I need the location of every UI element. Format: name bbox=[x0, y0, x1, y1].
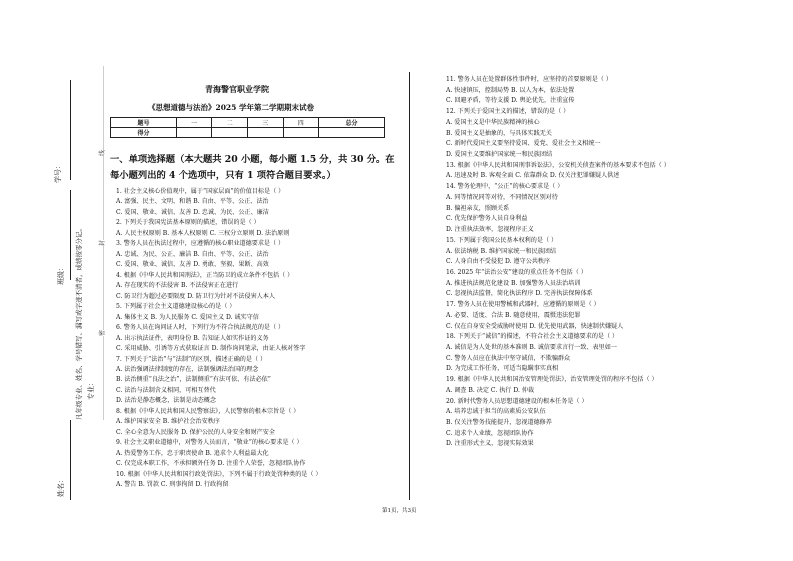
name-label: 姓名： bbox=[57, 476, 65, 497]
question-line: C. 防卫行为超过必要限度 D. 防卫行为针对不法侵害人本人 bbox=[116, 292, 275, 300]
question-line: A. 诚信是为人处世的基本准则 B. 诚信要求言行一致、表里如一 bbox=[446, 344, 617, 351]
question-line: 5. 下列属于社会主义道德建设核心的是（ ） bbox=[116, 303, 236, 311]
score-header-cell: 题号 bbox=[111, 118, 177, 128]
question-line: 6. 警务人员在询问证人时，下列行为不符合执法规范的是（ ） bbox=[116, 324, 285, 332]
question-line: C. 新时代爱国主义要坚持爱国、爱党、爱社会主义相统一 bbox=[446, 140, 601, 148]
question-line: A. 依法纳税 B. 维护国家统一和民族团结 bbox=[446, 247, 556, 255]
question-line: D. 法治是静态概念，法制是动态概念 bbox=[116, 397, 216, 405]
score-cell[interactable] bbox=[319, 128, 385, 138]
question-line: A. 存在现实的不法侵害 B. 不法侵害正在进行 bbox=[116, 282, 239, 290]
student-id-label: 学号： bbox=[54, 162, 62, 183]
major-label: 专业： bbox=[87, 379, 95, 400]
score-header-cell: 四 bbox=[283, 118, 319, 128]
question-line: A. 热爱警务工作，忠于职责使命 B. 追求个人利益最大化 bbox=[116, 449, 269, 457]
question-line: A. 集体主义 B. 为人民服务 C. 爱国主义 D. 诚实守信 bbox=[116, 313, 259, 321]
question-line: 7. 下列关于“法治”与“法制”的区别，描述正确的是（ ） bbox=[116, 355, 267, 363]
question-line: C. 仅在自身安全受威胁时使用 D. 优先使用武器，快速制伏嫌疑人 bbox=[446, 322, 624, 330]
column-divider bbox=[409, 72, 410, 500]
question-line: 11. 警务人员在处置群体性事件时，应坚持的首要原则是（ ） bbox=[446, 76, 612, 83]
question-line: C. 优先保护警务人员自身利益 bbox=[446, 215, 528, 223]
question-line: 8. 根据《中华人民共和国人民警察法》，人民警察的根本宗旨是（ ） bbox=[116, 407, 300, 415]
question-line: A. 法治强调法律制度的存在，法制强调法治国的理念 bbox=[116, 365, 259, 373]
question-line: A. 忠诚、为民、公正、廉洁 B. 自由、平等、公正、法治 bbox=[116, 250, 269, 258]
question-line: C. 警务人员应在执法中坚守诚信，不欺骗群众 bbox=[446, 354, 571, 362]
score-cell[interactable] bbox=[176, 128, 212, 138]
question-line: 16. 2025 年“法治公安”建设的重点任务不包括（ ） bbox=[446, 268, 587, 276]
question-line: B. 法治侧重“良法之治”，法制侧重“有法可依、有法必依” bbox=[116, 376, 271, 384]
question-line: 13. 根据《中华人民共和国刑事诉讼法》，公安机关侦查案件的基本要求不包括（ ） bbox=[446, 161, 670, 169]
score-header-cell: 二 bbox=[212, 118, 248, 128]
question-line: A. 调查 B. 决定 C. 执行 D. 仲裁 bbox=[446, 386, 535, 394]
score-table bbox=[110, 117, 385, 138]
question-line: B. 偏袒亲友，照顾关系 bbox=[446, 204, 510, 212]
question-line: C. 仅完成本职工作，不承担额外任务 D. 注重个人荣誉，忽视团队协作 bbox=[116, 460, 306, 468]
margin-instruction: 凡年级专业、姓名、学号错写、漏写或字迹不清者，成绩按零分记。 bbox=[75, 225, 83, 420]
question-line: A. 同等情况同等对待，不同情况区别对待 bbox=[446, 193, 558, 201]
score-header-cell: 三 bbox=[247, 118, 283, 128]
question-line: A. 警告 B. 罚款 C. 刑事拘留 D. 行政拘留 bbox=[116, 481, 229, 489]
score-header-cell: 一 bbox=[176, 118, 212, 128]
question-line: 18. 下列关于“诚信”的描述，不符合社会主义道德要求的是（ ） bbox=[446, 333, 619, 341]
question-line: C. 采用威胁、引诱等方式获取证言 D. 制作询问笔录，由证人核对签字 bbox=[116, 345, 306, 353]
score-row-label: 得分 bbox=[111, 128, 177, 138]
class-label: 班级： bbox=[57, 264, 65, 285]
question-line: 1. 社会主义核心价值观中，属于“国家层面”的价值目标是（ ） bbox=[116, 188, 285, 195]
exam-title: 《思想道德与法治》2025 学年第二学期期末试卷 bbox=[148, 103, 314, 112]
question-line: 3. 警务人员在执法过程中，应遵循的核心职业道德要求是（ ） bbox=[116, 240, 285, 248]
question-line: D. 注重形式主义，忽视实际效果 bbox=[446, 440, 534, 448]
question-line: C. 爱国、敬业、诚信、友善 D. 忠诚、为民、公正、廉洁 bbox=[116, 208, 269, 216]
question-line: 20. 新时代警务人员思想道德建设的根本任务是（ ） bbox=[446, 397, 588, 405]
score-header-cell: 总分 bbox=[319, 118, 385, 128]
question-line: 14. 警务伦理中，“公正”的核心要求是（ ） bbox=[446, 183, 564, 191]
question-line: 17. 警务人员在使用警械和武器时，应遵循的原则是（ ） bbox=[446, 301, 600, 309]
question-line: A. 爱国主义是中华民族精神的核心 bbox=[446, 118, 540, 126]
question-line: A. 富强、民主、文明、和谐 B. 自由、平等、公正、法治 bbox=[116, 198, 269, 206]
question-line: 9. 社会主义职业道德中，对警务人员而言，“敬业”的核心要求是（ ） bbox=[116, 439, 303, 447]
question-line: C. 忽视执法监督，简化执法程序 D. 完善执法保障体系 bbox=[446, 290, 593, 298]
question-line: C. 回避矛盾，等待支援 D. 舆论优先，注重宣传 bbox=[446, 97, 575, 105]
question-line: C. 人身自由不受侵犯 D. 遵守公共秩序 bbox=[446, 258, 551, 266]
question-line: A. 推进执法规范化建设 B. 加强警务人员法治培训 bbox=[446, 279, 581, 287]
score-cell[interactable] bbox=[283, 128, 319, 138]
score-cell[interactable] bbox=[212, 128, 248, 138]
question-line: A. 快速镇压，控制局势 B. 以人为本，依法处置 bbox=[446, 86, 575, 94]
question-line: A. 出示执法证件，表明身份 B. 告知证人如实作证的义务 bbox=[116, 334, 269, 342]
page-footer: 第1页，共3页 bbox=[382, 508, 417, 514]
question-line: A. 培养忠诚于担当的高素质公安队伍 bbox=[446, 408, 546, 416]
seal-line: ……………………………………密……………………………………封……………………………………线…………………………………… bbox=[99, 65, 106, 420]
institution-title: 青海警官职业学院 bbox=[205, 84, 269, 94]
question-line: B. 爱国主义是抽象的，与具体实践无关 bbox=[446, 129, 552, 137]
question-line: 12. 下列关于爱国主义的描述，错误的是（ ） bbox=[446, 108, 570, 116]
question-line: C. 爱国、敬业、诚信、友善 D. 勇敢、坚毅、果断、高效 bbox=[116, 261, 269, 269]
question-line: C. 法治与法制含义相同，可相互替代 bbox=[116, 386, 216, 394]
question-line: C. 追求个人业绩，忽视团队协作 bbox=[446, 429, 534, 437]
question-line: D. 注重执法效率，忽视程序正义 bbox=[446, 226, 534, 234]
id-line bbox=[70, 80, 71, 180]
class-line bbox=[70, 190, 71, 280]
section-heading-line1: 一、单项选择题（本大题共 20 小题，每小题 1.5 分，共 30 分。在 bbox=[110, 154, 395, 165]
name-line bbox=[70, 420, 71, 500]
question-line: A. 维护国家安全 B. 维护社会治安秩序 bbox=[116, 418, 220, 426]
question-line: 4. 根据《中华人民共和国刑法》，正当防卫的成立条件不包括（ ） bbox=[116, 271, 294, 279]
section-heading-line2: 每小题列出的 4 个选项中，只有 1 项符合题目要求。） bbox=[110, 170, 336, 181]
question-line: D. 为完成工作任务，可适当隐瞒事实真相 bbox=[446, 365, 559, 373]
question-line: A. 人民主权原则 B. 基本人权原则 C. 三权分立原则 D. 法治原则 bbox=[116, 229, 290, 237]
score-cell[interactable] bbox=[247, 128, 283, 138]
question-line: B. 仅关注警务技能提升，忽视道德修养 bbox=[446, 419, 552, 427]
question-line: A. 迅速及时 B. 客观全面 C. 依靠群众 D. 仅关注犯罪嫌疑人供述 bbox=[446, 172, 620, 180]
question-line: 10. 根据《中华人民共和国行政处罚法》，下列不属于行政处罚种类的是（ ） bbox=[116, 470, 322, 478]
question-line: D. 爱国主义要维护国家统一和民族团结 bbox=[446, 151, 553, 159]
question-line: 15. 下列属于我国公民基本权利的是（ ） bbox=[446, 236, 558, 244]
question-line: 19. 根据《中华人民共和国治安管理处罚法》，治安管理处罚的程序不包括（ ） bbox=[446, 376, 658, 384]
question-line: 2. 下列关于我国宪法基本原则的描述，错误的是（ ） bbox=[116, 219, 260, 227]
question-line: A. 必要、适度、合法 B. 随意使用，震慑违法犯罪 bbox=[446, 311, 581, 319]
question-line: C. 全心全意为人民服务 D. 保护公民的人身安全和财产安全 bbox=[116, 428, 275, 436]
